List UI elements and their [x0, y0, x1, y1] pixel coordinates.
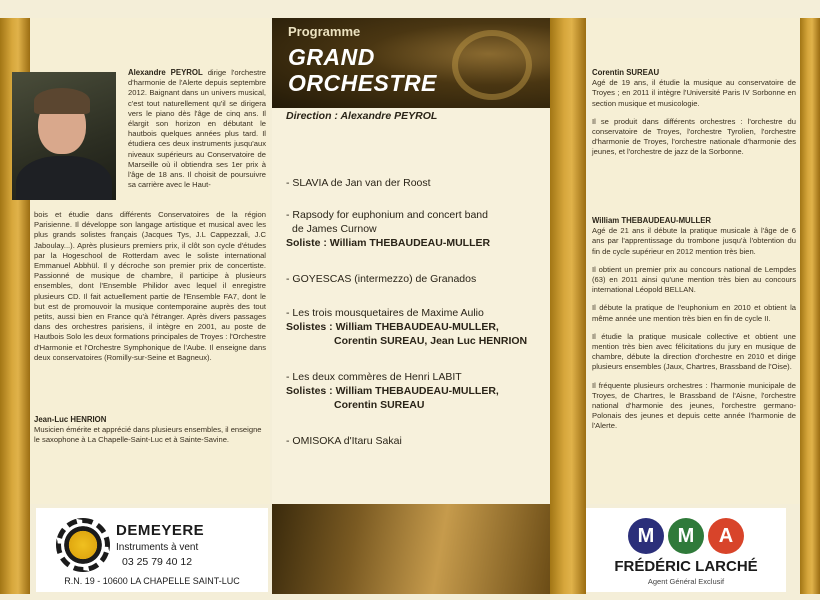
gear-logo-icon [56, 518, 110, 572]
peyrol-name: Alexandre PEYROL [128, 68, 203, 77]
henrion-name: Jean-Luc HENRION [34, 415, 107, 424]
programme-item-1 [286, 176, 431, 190]
title-orchestre: ORCHESTRE [288, 70, 437, 96]
thebaudeau-bio [592, 216, 796, 432]
programme-item-title: - Les deux commères de Henri LABIT [286, 371, 462, 383]
agent-subtitle: Agent Général Exclusif [647, 577, 725, 586]
programme-item-title: - Les trois mousquetaires de Maxime Aulio [286, 307, 484, 319]
programme-item-3 [286, 272, 476, 286]
programme-item-6 [286, 434, 402, 448]
demeyere-sponsor [36, 508, 268, 592]
programme-label: Programme [288, 24, 361, 39]
programme-item-4 [286, 306, 527, 348]
direction-line: Direction : Alexandre PEYROL [286, 110, 438, 122]
henrion-bio-text: Musicien émérite et apprécié dans plusieurs ensembles, il enseigne le saxophone à La Chapelle-Saint-Luc et à Sainte-Savine. [34, 425, 262, 445]
thebaudeau-name: William THEBAUDEAU-MULLER [592, 216, 712, 225]
sureau-bio-p1: Agé de 19 ans, il étudie la musique au conservatoire de Troyes ; en 2011 il intègre l'Université Paris IV Sorbonne en section musique et musicologie. [592, 78, 796, 108]
peyrol-bio-continued: bois et étudie dans différents Conservatoires de la région Parisienne. Il développe son langage artistique et musical avec les plus grands solistes français (Jacques Tys, J.L Cappezzali, J.C Jaboulay...). Après plusieurs premiers prix, il clôt son cycle d'études par la Hogeschool de Rotterdam avec le soliste international Emmanuel Abbhül. Il y décroche son premier prix de concertiste. Passionné de musique de chambre, il participe à plusieurs ensembles, dont l'Ensemble Philidor avec lequel il enregistre plusieurs CD. Il fait actuellement partie de l'Ensemble FA7, dont le but est de promouvoir la musique contemporaine auprès des tout petits, aussi bien en France qu'à l'étranger. Après divers passages dans des orchestres parisiens, il intègre en 2001, au poste de Hautbois Solo les deux formations principales de Troyes : l'Orchestre d'Harmonie et l'Orchestre Symphonique de l'Aube. Il enseigne dans deux conservatoires (Romilly-sur-Seine et Bagneux). [34, 210, 266, 362]
demeyere-address: R.N. 19 - 10600 LA CHAPELLE SAINT-LUC [64, 576, 240, 586]
programme-item-soloist: Soliste : William THEBAUDEAU-MULLER [286, 237, 491, 249]
demeyere-phone: 03 25 79 40 12 [122, 556, 193, 568]
programme-item-title: - SLAVIA de Jan van der Roost [286, 177, 431, 189]
conductor-photo [12, 72, 116, 200]
peyrol-bio-text-1: dirige l'orchestre d'harmonie de l'Alerte depuis septembre 2012. Baignant dans un univers musical, c'est tout naturellement qu'il se dirigera vers le piano dès l'âge de cinq ans. Il élargit son horizon en débutant le hautbois quelques années plus tard. Il étudiera ces deux instruments jusqu'aux niveaux supérieurs au Conservatoire de Marseille où il obtiendra ses 1er prix à l'âge de 18 ans. Il choisit de poursuivre sa carrière avec le Haut- [128, 68, 266, 190]
programme-item-title: - Rapsody for euphonium and concert band [286, 209, 488, 221]
right-gold-border [800, 18, 820, 594]
demeyere-brand: DEMEYERE [116, 522, 205, 539]
thebaudeau-bio-p3: Il débute la pratique de l'euphonium en 2010 et obtient la même année une mention très bien en fin de cycle II. [592, 303, 796, 323]
sureau-bio-p2: Il se produit dans différents orchestres : l'orchestre du conservatoire de Troyes, l'orchestre Tyrolien, l'orchestre d'harmonie de Troyes, l'orchestre nationale d'harmonie des jeunes, et l'orchestre de jazz de la Sorbonne. [592, 116, 796, 157]
thebaudeau-bio-p2: Il obtient un premier prix au concours national de Lempdes (63) en 2011 ainsi qu'une mention très bien au concours international Léopold BELLAN. [592, 264, 796, 295]
programme-item-title: - GOYESCAS (intermezzo) de Granados [286, 273, 477, 285]
programme-item-soloist-2: Corentin SUREAU [334, 399, 425, 411]
mma-letter-m1: M [628, 518, 664, 554]
photo-hair [34, 88, 90, 114]
thebaudeau-bio-p5: Il fréquente plusieurs orchestres : l'harmonie municipale de Troyes, de Chartres, le Brassband de l'Aisne, l'orchestre national d'harmonie des jeunes, l'orchestre germano-Polonais des jeunes et depuis cette année l'harmonie de l'Alerte. [592, 380, 796, 431]
title-grand: GRAND [288, 44, 375, 70]
mma-letter-a: A [708, 518, 744, 554]
programme-item-soloist-2: Corentin SUREAU, Jean Luc HENRION [334, 335, 528, 347]
agent-name: FRÉDÉRIC LARCHÉ [614, 558, 758, 575]
sureau-bio [592, 68, 796, 158]
peyrol-bio-intro [128, 68, 266, 190]
sureau-name: Corentin SUREAU [592, 68, 660, 77]
programme-item-2 [286, 208, 490, 250]
programme-item-5 [286, 370, 499, 412]
instrument-bell-icon [452, 30, 532, 100]
programme-item-soloist: Solistes : William THEBAUDEAU-MULLER, [286, 321, 499, 333]
mma-letter-m2: M [668, 518, 704, 554]
middle-gold-border [550, 18, 586, 594]
programme-item-title: - OMISOKA d'Itaru Sakai [286, 435, 402, 447]
henrion-bio [34, 415, 266, 446]
thebaudeau-bio-p1: Agé de 21 ans il débute la pratique musicale à l'âge de 6 ans par l'apprentissage du trombone jusqu'à l'obtention du fin de cycle supérieur en 2012 mention très bien. [592, 226, 796, 256]
middle-footer-image [272, 504, 550, 594]
thebaudeau-bio-p4: Il étudie la pratique musicale collective et obtient une mention très bien avec félicitations du jury en musique de chambre, débute la direction d'orchestre en 2010 et dirige plusieurs ensembles (Jaux, Chartres, Brassband de l'Oise). [592, 331, 796, 372]
programme-item-soloist: Solistes : William THEBAUDEAU-MULLER, [286, 385, 499, 397]
photo-shoulders [16, 156, 112, 200]
mma-sponsor [586, 508, 786, 592]
demeyere-subtitle: Instruments à vent [116, 542, 199, 553]
programme-item-composer: de James Curnow [292, 223, 377, 235]
